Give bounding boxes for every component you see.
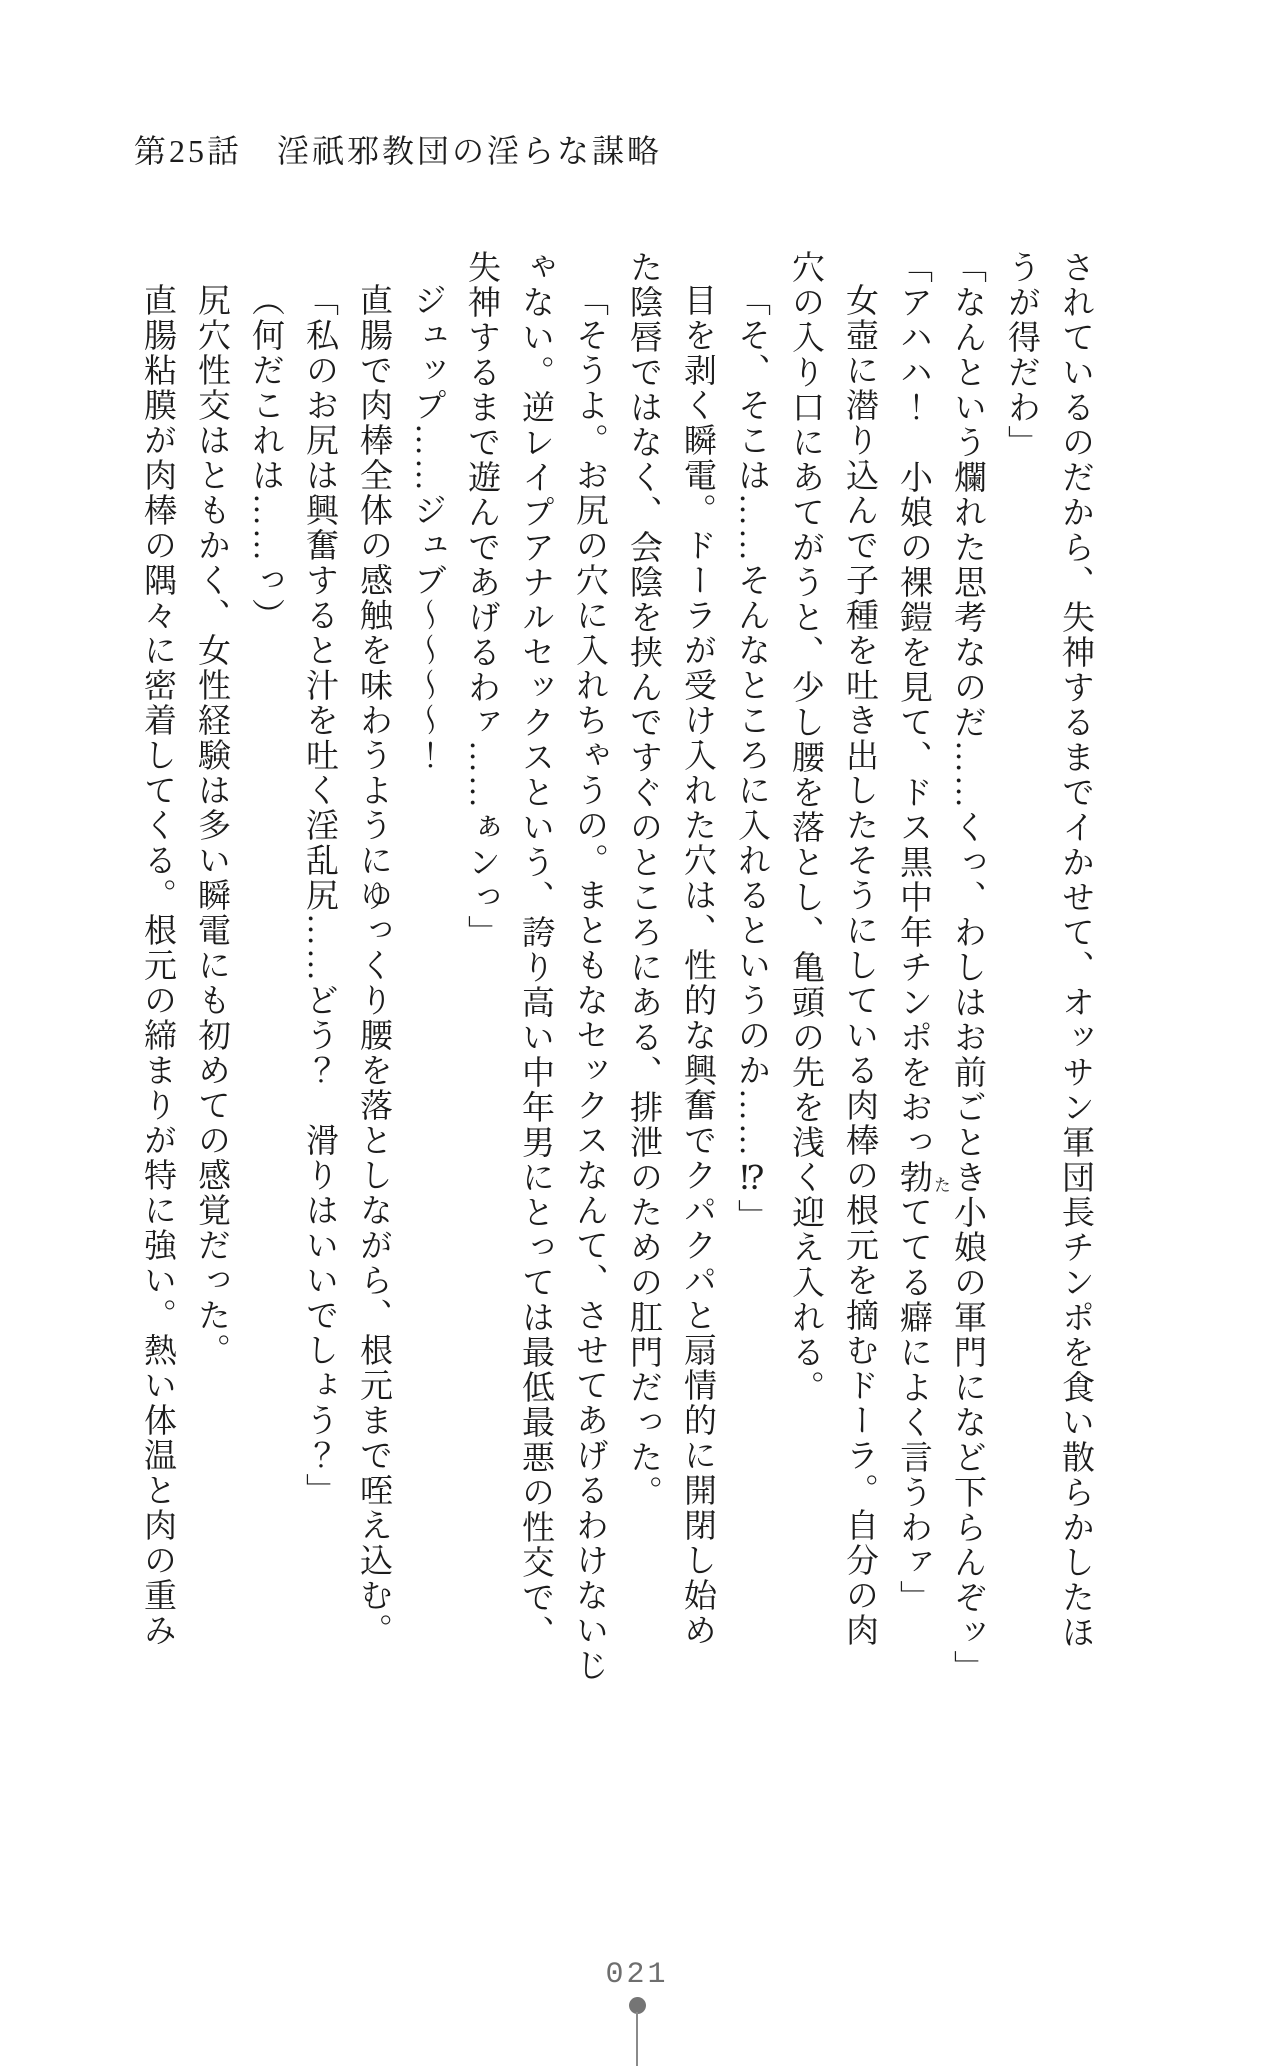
text-line: 「アハハ！ 小娘の裸鎧を見て、ドス黒中年チンポをおっ勃ててる癖によく言うわァ」	[895, 250, 931, 1615]
text-line: 目を剥く瞬電。ドーラが受け入れた穴は、性的な興奮でクパクパと扇情的に開閉し始め	[679, 283, 715, 1648]
text-line: （何だこれは……っ）	[247, 283, 283, 633]
text-line: 尻穴性交はともかく、女性経験は多い瞬電にも初めての感覚だった。	[193, 283, 229, 1368]
text-line: 「なんという爛れた思考なのだ……くっ、わしはお前ごとき小娘の軍門になど下らんぞッ」	[949, 250, 985, 1685]
text-line: 穴の入り口にあてがうと、少し腰を落とし、亀頭の先を浅く迎え入れる。	[787, 250, 823, 1405]
page-number: 021	[605, 1958, 669, 1992]
text-line: ジュップ……ジュブ～～～～！	[409, 283, 445, 773]
text-line: 「そうよ。お尻の穴に入れちゃうの。まともなセックスなんて、させてあげるわけないじ	[571, 283, 607, 1683]
text-line: されているのだから、失神するまでイかせて、オッサン軍団長チンポを食い散らかしたほ	[1057, 250, 1093, 1650]
chapter-heading: 第25話 淫祇邪教団の淫らな謀略	[134, 133, 663, 169]
text-line: 女壺に潜り込んで子種を吐き出したそうにしている肉棒の根元を摘むドーラ。自分の肉	[841, 283, 877, 1648]
text-line: うが得だわ」	[1003, 250, 1039, 460]
text-line: 直腸で肉棒全体の感触を味わうようにゆっくり腰を落としながら、根元まで咥え込む。	[355, 283, 391, 1648]
page-text	[130, 250, 1102, 1685]
text-line: ゃない。逆レイプアナルセックスという、誇り高い中年男にとっては最低最悪の性交で、	[517, 250, 553, 1650]
ruby-furigana: た	[931, 1176, 950, 1193]
text-line: 失神するまで遊んであげるわァ……ぁンっ」	[463, 250, 499, 950]
text-line: た陰唇ではなく、会陰を挟んですぐのところにある、排泄のための肛門だった。	[625, 250, 661, 1510]
page-footer	[0, 1958, 1263, 2066]
text-line: 直腸粘膜が肉棒の隅々に密着してくる。根元の締まりが特に強い。熱い体温と肉の重み	[139, 283, 175, 1648]
text-line: 「そ、そこは……そんなところに入れるというのか……⁉」	[733, 283, 769, 1234]
footer-line-ornament	[636, 2012, 638, 2066]
text-line: 「私のお尻は興奮すると汁を吐く淫乱尻……どう？ 滑りはいいでしょう？」	[301, 283, 337, 1508]
